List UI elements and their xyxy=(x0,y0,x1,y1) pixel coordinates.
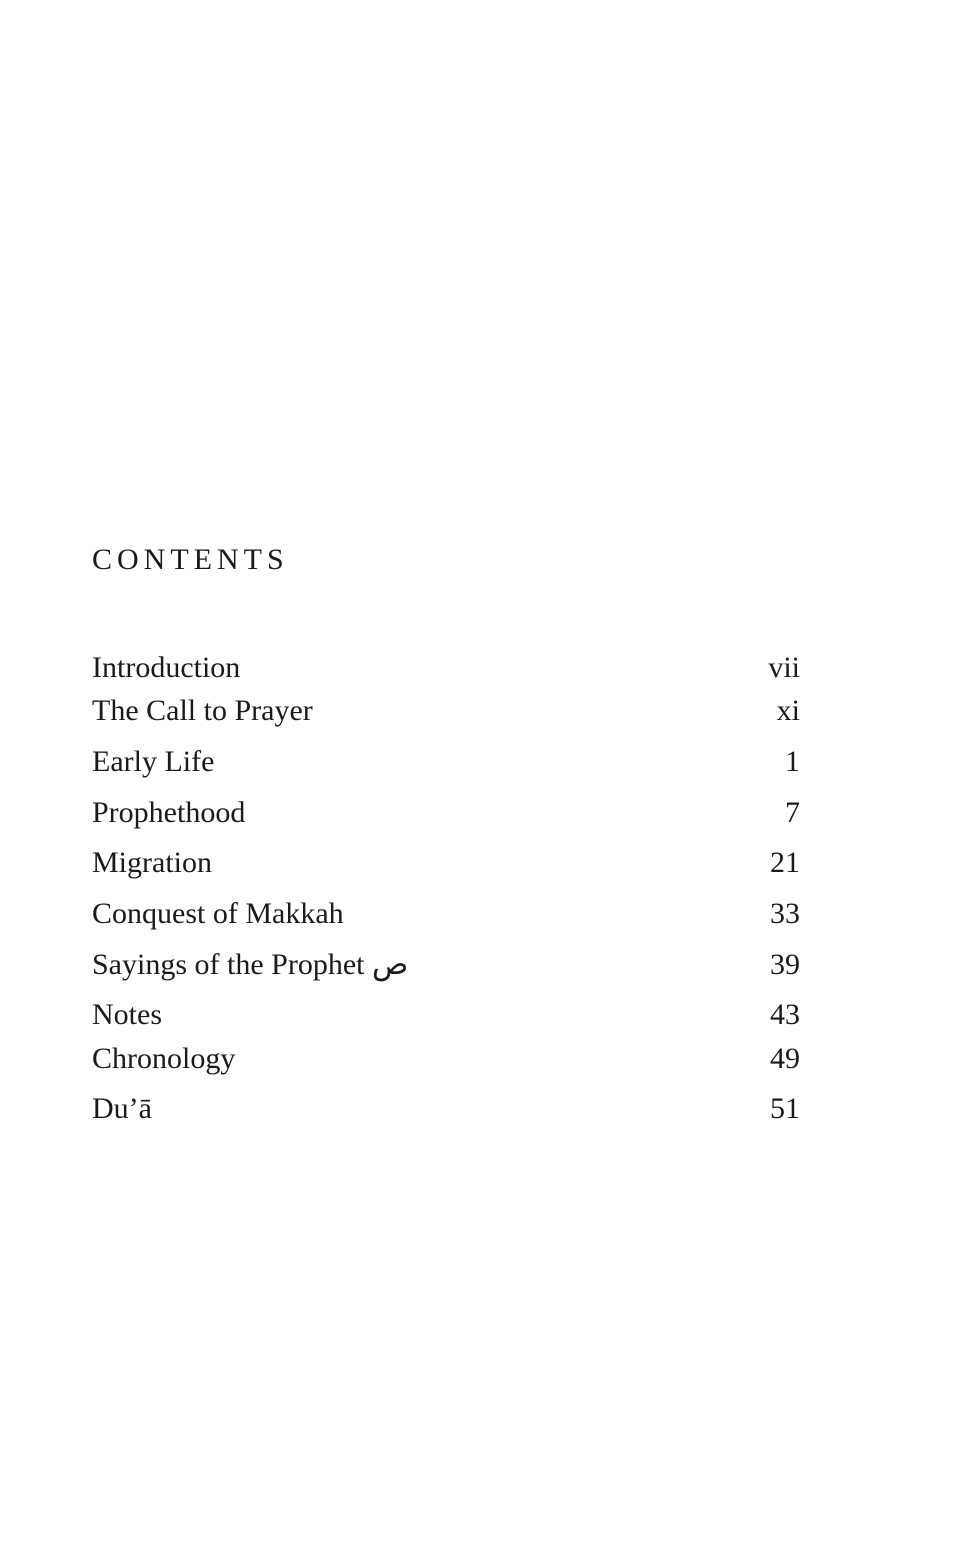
toc-entry-title: Prophethood xyxy=(92,796,246,829)
toc-entry-title: Conquest of Makkah xyxy=(92,897,344,930)
toc-entry-page: 21 xyxy=(770,846,800,879)
toc-entry-dua xyxy=(92,1089,800,1129)
toc-entry-call-to-prayer xyxy=(92,691,800,731)
toc-entry-title: Sayings of the Prophet ص xyxy=(92,948,409,981)
toc-entry-title: Notes xyxy=(92,998,162,1031)
toc-entry-prophethood xyxy=(92,793,800,833)
contents-heading: CONTENTS xyxy=(92,543,289,576)
toc-entry-page: 51 xyxy=(770,1092,800,1125)
toc-entry-title: Du’ā xyxy=(92,1092,152,1125)
toc-entry-notes xyxy=(92,995,800,1035)
toc-entry-page: vii xyxy=(768,651,800,684)
toc-entry-page: 33 xyxy=(770,897,800,930)
toc-entry-title: The Call to Prayer xyxy=(92,694,313,727)
toc-entry-migration xyxy=(92,843,800,883)
toc-entry-early-life xyxy=(92,742,800,782)
toc-entry-sayings-of-the-prophet xyxy=(92,945,800,985)
toc-entry-title: Introduction xyxy=(92,651,241,684)
toc-entry-title: Migration xyxy=(92,846,212,879)
toc-entry-title: Chronology xyxy=(92,1042,236,1075)
toc-entry-page: 43 xyxy=(770,998,800,1031)
toc-entry-page: 49 xyxy=(770,1042,800,1075)
toc-entry-page: 39 xyxy=(770,948,800,981)
toc-entry-title: Early Life xyxy=(92,745,215,778)
toc-entry-conquest-of-makkah xyxy=(92,894,800,934)
toc-entry-chronology xyxy=(92,1039,800,1079)
toc-entry-page: 1 xyxy=(785,745,800,778)
toc-entry-page: 7 xyxy=(785,796,800,829)
toc-entry-page: xi xyxy=(776,694,800,727)
toc-entry-introduction xyxy=(92,648,800,688)
